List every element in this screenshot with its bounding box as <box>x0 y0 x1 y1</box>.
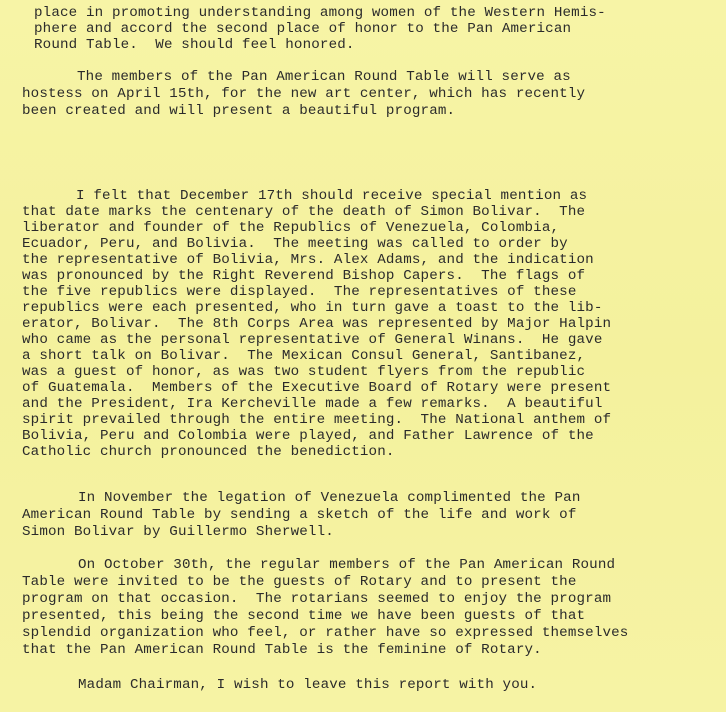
text-line: splendid organization who feel, or rather have so expressed themselves <box>22 625 629 641</box>
text-line: presented, this being the second time we have been guests of that <box>22 608 586 624</box>
text-line: spirit prevailed through the entire meeting. The National anthem of <box>22 412 612 428</box>
text-line: Ecuador, Peru, and Bolivia. The meeting was called to order by <box>22 236 568 252</box>
text-line: On October 30th, the regular members of the Pan American Round <box>78 557 616 573</box>
text-line: and the President, Ira Kercheville made a few remarks. A beautiful <box>22 396 603 412</box>
text-line: been created and will present a beautiful program. <box>22 103 456 119</box>
text-line: Simon Bolivar by Guillermo Sherwell. <box>22 524 334 540</box>
text-line: liberator and founder of the Republics of Venezuela, Colombia, <box>22 220 560 236</box>
text-line: Round Table. We should feel honored. <box>34 37 355 53</box>
text-line: was a guest of honor, as was two student flyers from the republic <box>22 364 586 380</box>
text-line: of Guatemala. Members of the Executive Board of Rotary were present <box>22 380 612 396</box>
text-line: who came as the personal representative of General Winans. He gave <box>22 332 603 348</box>
text-line: Bolivia, Peru and Colombia were played, and Father Lawrence of the <box>22 428 594 444</box>
text-line: erator, Bolivar. The 8th Corps Area was represented by Major Halpin <box>22 316 612 332</box>
text-line: hostess on April 15th, for the new art center, which has recently <box>22 86 586 102</box>
text-line: Catholic church pronounced the benediction. <box>22 444 395 460</box>
text-line: place in promoting understanding among women of the Western Hemis- <box>34 5 606 21</box>
text-line: phere and accord the second place of honor to the Pan American <box>34 21 572 37</box>
text-line: that date marks the centenary of the death of Simon Bolivar. The <box>22 204 586 220</box>
text-line: the five republics were displayed. The representatives of these <box>22 284 577 300</box>
text-line: program on that occasion. The rotarians seemed to enjoy the program <box>22 591 612 607</box>
text-line: a short talk on Bolivar. The Mexican Consul General, Santibanez, <box>22 348 586 364</box>
text-line: republics were each presented, who in turn gave a toast to the lib- <box>22 300 603 316</box>
text-line: was pronounced by the Right Reverend Bishop Capers. The flags of <box>22 268 586 284</box>
text-line: Table were invited to be the guests of Rotary and to present the <box>22 574 577 590</box>
text-line: The members of the Pan American Round Table will serve as <box>77 69 571 85</box>
text-line: American Round Table by sending a sketch of the life and work of <box>22 507 577 523</box>
text-line: Madam Chairman, I wish to leave this report with you. <box>78 677 538 693</box>
text-line: that the Pan American Round Table is the feminine of Rotary. <box>22 642 542 658</box>
text-line: In November the legation of Venezuela complimented the Pan <box>78 490 581 506</box>
text-line: I felt that December 17th should receive special mention as <box>76 188 588 204</box>
text-line: the representative of Bolivia, Mrs. Alex Adams, and the indication <box>22 252 594 268</box>
